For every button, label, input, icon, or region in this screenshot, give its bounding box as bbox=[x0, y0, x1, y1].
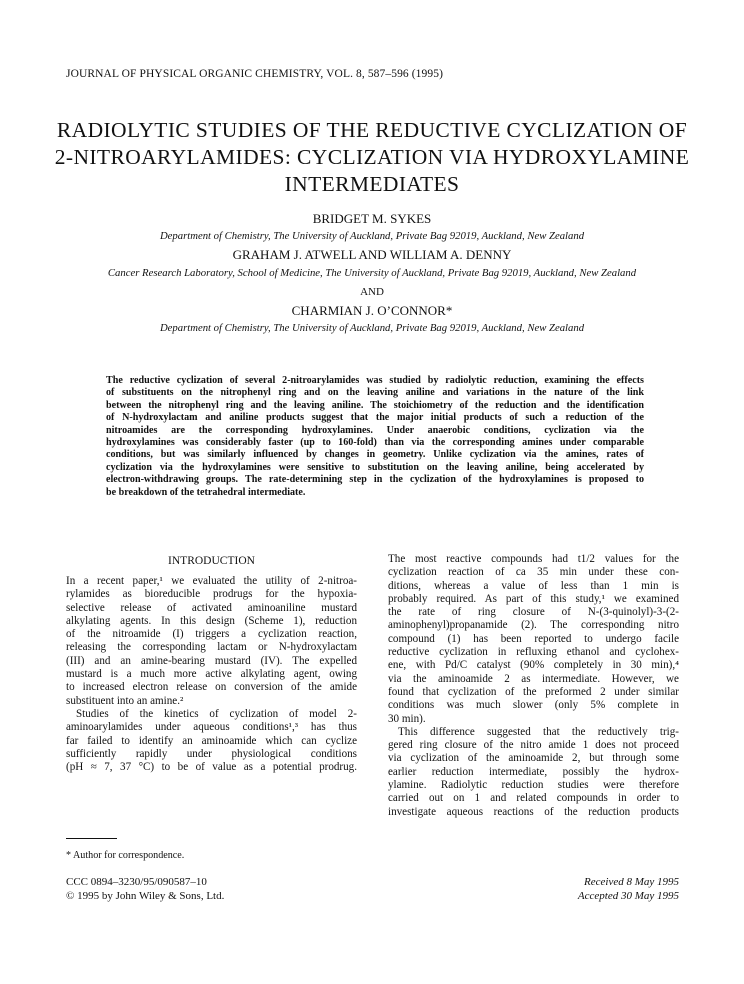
body-line: The most reactive compounds had t1/2 values for the bbox=[388, 553, 679, 565]
body-line: 30 min). bbox=[388, 712, 426, 725]
body-line: of the nitroamide (I) triggers a cyclization reaction, bbox=[66, 628, 357, 641]
right-column bbox=[388, 553, 679, 819]
journal-header: JOURNAL OF PHYSICAL ORGANIC CHEMISTRY, VOL. 8, 587–596 (1995) bbox=[66, 68, 444, 80]
received-date: Received 8 May 1995 bbox=[584, 876, 679, 888]
body-line: compound (1) has been reported to undergo facile bbox=[388, 632, 679, 645]
section-heading-introduction: INTRODUCTION bbox=[168, 555, 255, 567]
body-line: conditions was much slower (only 5% complete in bbox=[388, 699, 679, 712]
abstract-line: of substituents on the nitrophenyl ring and on the leaving aniline and variations in the nature of the link bbox=[106, 387, 644, 399]
abstract-line: be breakdown of the tetrahedral intermediate. bbox=[106, 486, 306, 498]
body-line: investigate aqueous reactions of the reduction products bbox=[388, 805, 679, 818]
body-line: reductive cyclization in refluxing ethanol and cyclohex- bbox=[388, 646, 679, 659]
body-line: aminophenyl)propanamide (2). The corresponding nitro bbox=[388, 619, 679, 632]
body-line: far failed to identify an aminoamide which can cyclize bbox=[66, 734, 357, 747]
abstract-line: of N-hydroxylactam and aniline products suggest that the major initial products of such a reduction of the bbox=[106, 412, 644, 424]
body-line: alkylating agents. In this design (Scheme 1), reduction bbox=[66, 614, 357, 627]
body-line: via cyclization of the aminoamide 2, but through some bbox=[388, 752, 679, 765]
title-line-1: RADIOLYTIC STUDIES OF THE REDUCTIVE CYCLIZATION OF bbox=[56, 118, 688, 142]
title-line-3: INTERMEDIATES bbox=[284, 172, 460, 196]
ccc-code: CCC 0894–3230/95/090587–10 bbox=[66, 876, 207, 888]
abstract-line: electron-withdrawing groups. The rate-determining step in the cyclization of the hydroxylamines is proposed to bbox=[106, 474, 644, 486]
abstract-line: The reductive cyclization of several 2-nitroarylamides was studied by radiolytic reduction, examining the effects bbox=[106, 375, 644, 386]
accepted-date: Accepted 30 May 1995 bbox=[577, 889, 679, 902]
body-line: rylamides as bioreducible prodrugs for the hypoxia- bbox=[66, 588, 357, 601]
body-line: releasing the corresponding lactam or N-hydroxylactam bbox=[66, 641, 357, 654]
body-line: sufficiently rapidly under physiological conditions bbox=[66, 747, 357, 760]
copyright-block bbox=[66, 876, 224, 903]
copyright-line: © 1995 by John Wiley & Sons, Ltd. bbox=[66, 889, 225, 902]
affiliation-3: Department of Chemistry, The University of Auckland, Private Bag 92019, Auckland, New Zealand bbox=[159, 322, 585, 334]
abstract-line: nitroamides are the corresponding hydroxylamines. Under anaerobic conditions, cyclization via the bbox=[106, 424, 644, 436]
title-line-2: 2-NITROARYLAMIDES: CYCLIZATION VIA HYDROXYLAMINE bbox=[54, 145, 690, 169]
body-line: gered ring closure of the nitro amide 1 does not proceed bbox=[388, 739, 679, 752]
and-separator: AND bbox=[360, 286, 384, 298]
body-line: (pH ≈ 7, 37 °C) to be of value as a potential prodrug. bbox=[66, 761, 357, 774]
body-line: ylamine. Radiolytic reduction studies were therefore bbox=[388, 779, 679, 792]
body-line: via the aminoamide 2 as intermediate. However, we bbox=[388, 672, 679, 685]
body-line: cyclization reaction of ca 35 min under these con- bbox=[388, 566, 679, 579]
author-oconnor: CHARMIAN J. O’CONNOR* bbox=[291, 303, 453, 318]
body-line: selective release of activated aminoaniline mustard bbox=[66, 601, 357, 614]
body-line: to increased electron release on conversion of the amide bbox=[66, 681, 357, 694]
body-line: probably required. As part of this study,¹ we examined bbox=[388, 592, 679, 605]
article-title bbox=[40, 117, 704, 198]
body-line: ditions, whereas a value of less than 1 min is bbox=[388, 579, 679, 592]
body-line: carried out on 1 and related compounds in order to bbox=[388, 792, 679, 805]
author-sykes: BRIDGET M. SYKES bbox=[312, 211, 432, 226]
body-line: substituent into an amine.² bbox=[66, 694, 184, 707]
affiliation-2: Cancer Research Laboratory, School of Medicine, The University of Auckland, Private Bag 92019, Auckland, New Zealand bbox=[107, 267, 637, 279]
affiliation-1: Department of Chemistry, The University of Auckland, Private Bag 92019, Auckland, New Zealand bbox=[159, 230, 585, 242]
body-line: found that cyclization of the preformed 2 under similar bbox=[388, 685, 679, 698]
body-line: mustard is a much more active alkylating agent, owing bbox=[66, 668, 357, 681]
abstract-line: conditions, but was similarly influenced by changes in geometry. Unlike cyclization via the amines, rates of bbox=[106, 449, 644, 461]
body-line: In a recent paper,¹ we evaluated the utility of 2-nitroa- bbox=[66, 575, 357, 587]
body-line: This difference suggested that the reductively trig- bbox=[398, 725, 679, 738]
footnote: * Author for correspondence. bbox=[66, 850, 185, 861]
abstract-line: hydroxylamines was considerably faster (up to 160-fold) than via the corresponding amines under comparable bbox=[106, 436, 644, 448]
body-line: earlier reduction intermediate, possibly the hydrox- bbox=[388, 765, 679, 778]
abstract bbox=[106, 375, 644, 499]
body-line: ene, with Pd/C catalyst (90% completely in 30 min),⁴ bbox=[388, 659, 679, 672]
body-line: the rate of ring closure of N-(3-quinolyl)-3-(2- bbox=[388, 606, 679, 619]
abstract-line: between the nitrophenyl ring and the leaving aniline. The stoichiometry of the reduction and the identification bbox=[106, 399, 644, 411]
abstract-line: cyclization via the hydroxylamines were sensitive to substitution on the leaving aniline, being accelerated by bbox=[106, 461, 644, 473]
author-atwell-denny: GRAHAM J. ATWELL AND WILLIAM A. DENNY bbox=[232, 247, 512, 262]
footnote-rule bbox=[66, 838, 117, 839]
left-column bbox=[66, 555, 357, 774]
body-line: aminoarylamides under aqueous conditions¹,³ has thus bbox=[66, 721, 357, 734]
body-line: (III) and an amine-bearing mustard (IV). The expelled bbox=[66, 654, 357, 667]
dates-block bbox=[578, 876, 679, 903]
body-line: Studies of the kinetics of cyclization of model 2- bbox=[76, 707, 357, 720]
